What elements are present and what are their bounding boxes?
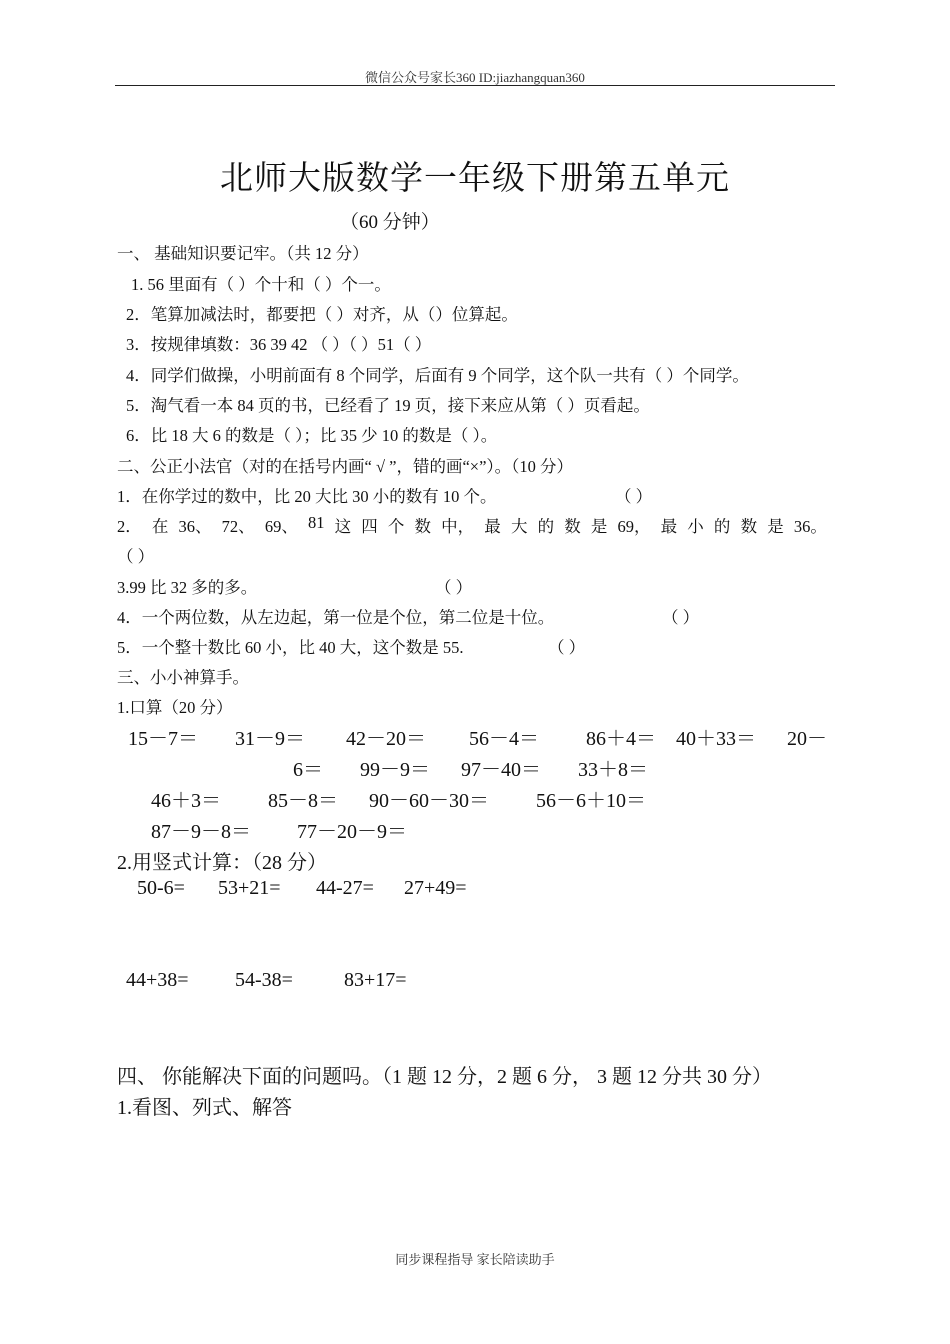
oral-problem: 86＋4＝ [586,728,656,750]
oral-problem: 33＋8＝ [578,759,648,781]
question-1-6: 6．比 18 大 6 的数是（ ）；比 35 少 10 的数是（ ）。 [126,426,498,445]
judge-2-text: 2． 在 36、 72、 69、 81 这 四 个 数 中， 最 大 的 数 是 69， 最 小 的 数 是 36。 [117,513,827,536]
time-limit: （60 分钟） [340,212,440,233]
question-1-2: 2．笔算加减法时，都要把（ ）对齐，从（）位算起。 [126,305,518,324]
judge-3-text: 3.99 比 32 多的多。 [117,578,258,597]
section-2-heading: 二、公正小法官（对的在括号内画“ √ ”，错的画“×”）。（10 分） [117,457,574,476]
judge-3-mark: （ ） [435,578,473,597]
header-divider [115,85,835,86]
oral-problem: 56－6＋10＝ [536,790,646,812]
oral-problem: 20－ [787,728,827,750]
oral-problem: 56－4＝ [469,728,539,750]
vertical-problem: 54-38= [235,969,293,991]
vertical-problem: 44+38= [126,969,189,991]
judge-2-mark: （ ） [117,547,155,566]
judge-1-mark: （ ） [615,487,653,506]
vertical-problem: 27+49= [404,877,467,899]
oral-problem: 97－40＝ [461,759,541,781]
document-title: 北师大版数学一年级下册第五单元 [220,161,730,197]
question-1-4: 4．同学们做操，小明前面有 8 个同学，后面有 9 个同学，这个队一共有（ ）个同学。 [126,366,749,385]
question-1-1: 1. 56 里面有（ ）个十和（ ）个一。 [131,275,391,294]
oral-problem: 31－9＝ [235,728,305,750]
oral-problem: 46＋3＝ [151,790,221,812]
question-1-5: 5．淘气看一本 84 页的书，已经看了 19 页，接下来应从第（ ）页看起。 [126,396,650,415]
vertical-problem: 53+21= [218,877,281,899]
oral-problem: 85－8＝ [268,790,338,812]
judge-5-text: 5．一个整十数比 60 小，比 40 大，这个数是 55. [117,638,464,657]
judge-4-mark: （ ） [662,608,700,627]
oral-calc-heading: 1.口算（20 分） [117,698,233,717]
vertical-problem: 83+17= [344,969,407,991]
oral-problem: 90－60－30＝ [369,790,489,812]
section-3-heading: 三、小小神算手。 [117,668,249,687]
section-4-heading: 四、 你能解决下面的问题吗。（1 题 12 分，2 题 6 分， 3 题 12 分共 30 分） [117,1066,772,1088]
judge-4-text: 4．一个两位数，从左边起，第一位是个位，第二位是十位。 [117,608,555,627]
oral-problem: 77－20－9＝ [297,821,407,843]
page-footer: 同步课程指导 家长陪读助手 [395,1252,555,1267]
section-4-sub-1: 1.看图、列式、解答 [117,1097,292,1119]
oral-problem: 87－9－8＝ [151,821,251,843]
judge-5-mark: （ ） [548,638,586,657]
section-1-heading: 一、 基础知识要记牢。（共 12 分） [117,244,369,263]
judge-1-text: 1．在你学过的数中，比 20 大比 30 小的数有 10 个。 [117,487,497,506]
question-1-3: 3．按规律填数：36 39 42 （ ）（ ）51（ ） [126,335,432,354]
vertical-problem: 44-27= [316,877,374,899]
oral-problem: 40＋33＝ [676,728,756,750]
page-header: 微信公众号家长360 ID:jiazhangquan360 [365,70,585,85]
oral-problem: 42－20＝ [346,728,426,750]
oral-problem: 99－9＝ [360,759,430,781]
vertical-problem: 50-6= [137,877,185,899]
oral-problem: 6＝ [293,759,323,781]
oral-problem: 15－7＝ [128,728,198,750]
vertical-calc-heading: 2.用竖式计算：（28 分） [117,852,327,874]
